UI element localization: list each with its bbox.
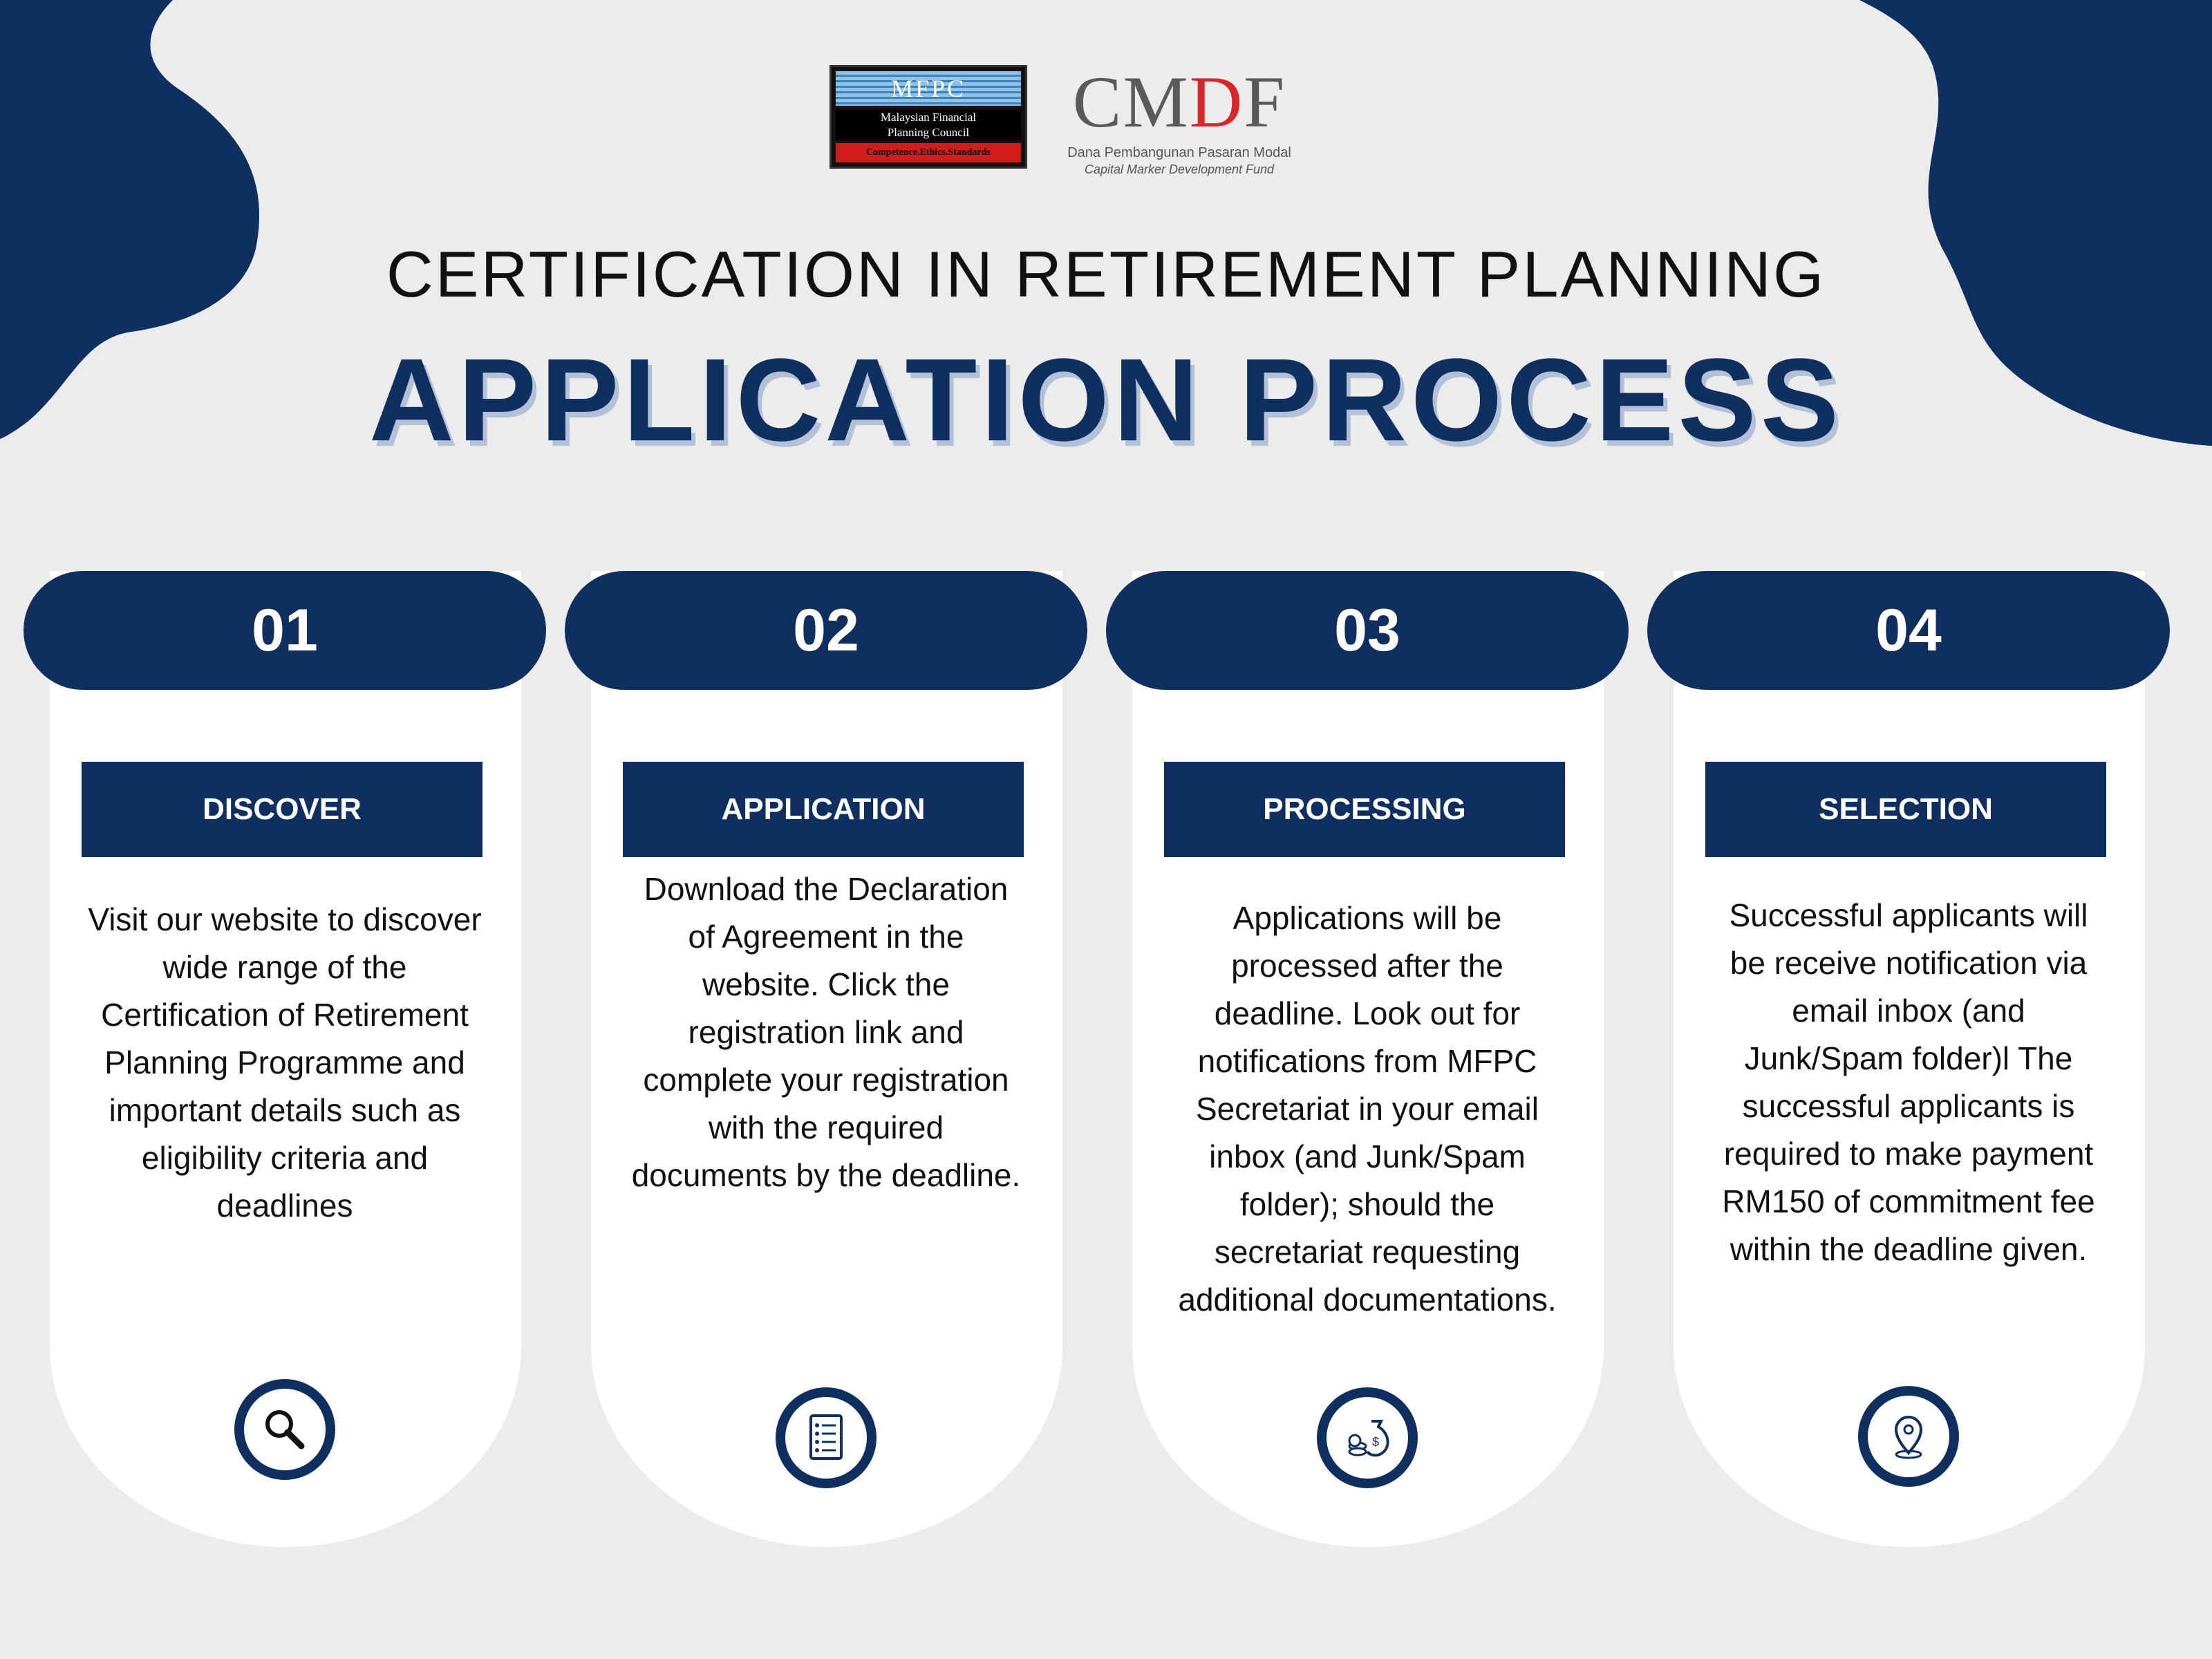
cmdf-mark-left: CM (1072, 62, 1190, 142)
step-number: 03 (1106, 571, 1629, 690)
cmdf-line2: Capital Marker Development Fund (1084, 162, 1275, 176)
step-description: Applications will be processed after the deadline. Look out for notifications from MFPC Secretariat in your email inbox (and Junk/Spam folder); should the secretariat requesting additional documentations. (1178, 900, 1557, 1318)
mfpc-motto: Competence.Ethics.Standards (836, 143, 1021, 162)
step-description: Download the Declaration of Agreement in the website. Click the registration link and complete your registration with the required documents by the deadline. (631, 871, 1021, 1193)
step-card-selection (1647, 571, 2170, 1547)
step-description: Successful applicants will be receive notification via email inbox (and Junk/Spam folder)l The successful applicants is required to make payment RM150 of commitment fee within the deadline given. (1722, 897, 2095, 1267)
location-pin-icon (1856, 1384, 1961, 1489)
money-bag-coins-icon (1315, 1385, 1420, 1490)
step-number: 01 (24, 571, 546, 690)
cmdf-line1: Dana Pembangunan Pasaran Modal (1067, 145, 1291, 160)
step-label: SELECTION (1705, 762, 2106, 857)
mfpc-full-name (836, 110, 1021, 140)
step-card-discover (24, 571, 546, 1547)
step-description: Visit our website to discover wide range of the Certification of Retirement Planning Programme and important details such as eligibility criteria and deadlines (88, 901, 482, 1224)
step-label: PROCESSING (1164, 762, 1565, 857)
step-number: 04 (1647, 571, 2170, 690)
mfpc-abbrev: MFPC (836, 71, 1021, 106)
logo-bar (830, 62, 1313, 176)
step-label: APPLICATION (623, 762, 1024, 857)
page-subtitle: CERTIFICATION IN RETIREMENT PLANNING (386, 238, 1826, 310)
checklist-document-icon (774, 1385, 879, 1490)
step-card-application (565, 571, 1087, 1547)
cmdf-logo (1048, 61, 1311, 177)
cmdf-mark-red: D (1189, 62, 1244, 142)
step-number: 02 (565, 571, 1087, 690)
step-label: DISCOVER (82, 762, 482, 857)
magnifying-glass-icon (232, 1377, 337, 1482)
cmdf-wordmark (1048, 61, 1311, 144)
mfpc-logo (830, 65, 1027, 169)
page-title: APPLICATION PROCESS (368, 335, 1844, 466)
cmdf-mark-right: F (1244, 62, 1286, 142)
mfpc-name-line1: Malaysian Financial (880, 111, 977, 124)
svg-text:$: $ (1371, 1435, 1380, 1449)
step-card-processing (1106, 571, 1629, 1547)
mfpc-name-line2: Planning Council (887, 126, 970, 139)
